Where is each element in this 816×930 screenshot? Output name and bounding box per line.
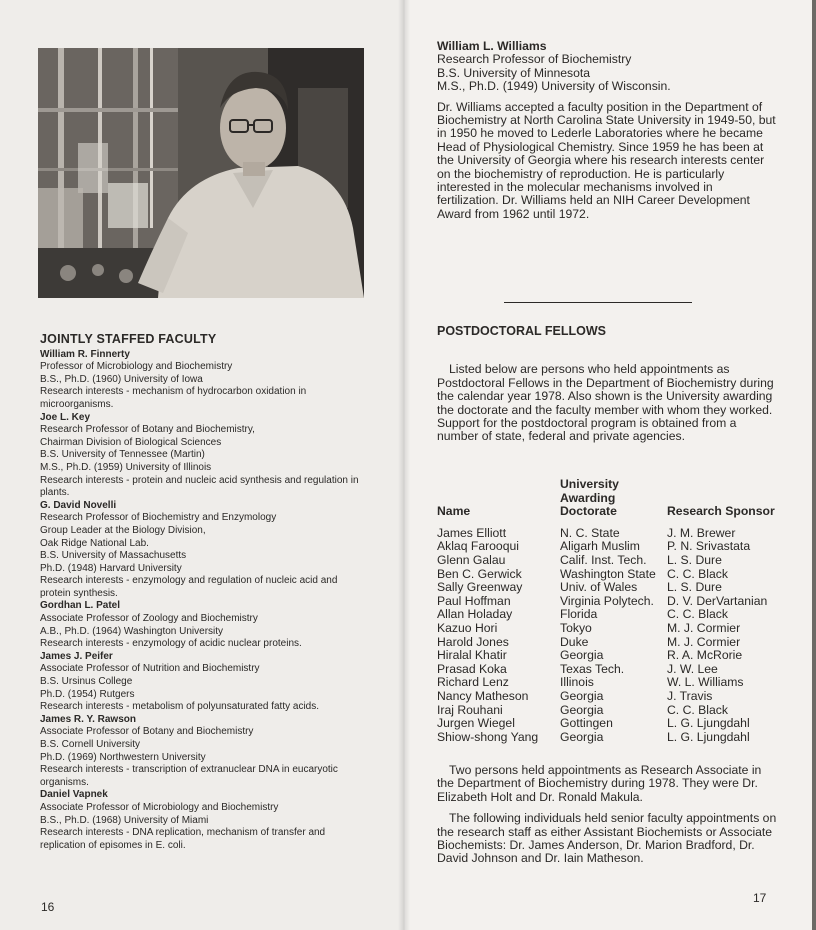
profile-line: B.S. University of Minnesota [437,65,591,80]
fellow-university: Georgia [560,729,604,744]
fellow-university: Tokyo [560,620,592,635]
fellow-sponsor: C. C. Black [667,566,728,581]
table-header-row [437,478,782,527]
postdoc-section [437,325,777,444]
faculty-name: G. David Novelli [40,499,117,511]
faculty-line: A.B., Ph.D. (1964) Washington University [40,625,224,637]
faculty-line: B.S. Cornell University [40,739,141,750]
faculty-line: Associate Professor of Botany and Biochemistry [40,726,254,738]
fellow-university: Texas Tech. [560,661,625,676]
fellow-university: Calif. Inst. Tech. [560,552,647,567]
fellow-name: Shiow-shong Yang [437,729,539,744]
fellow-sponsor: C. C. Black [667,702,728,717]
table-row [437,663,782,677]
fellow-university: Virginia Polytech. [560,593,654,608]
fellow-name: James Elliott [437,525,507,540]
page-edge [812,0,816,930]
postdoc-intro: Listed below are persons who held appointments as Postdoctoral Fellows in the Department of Biochemistry during the calendar year 1978. Also shown is the University awarding the doctorate and the faculty member with whom they worked. Support for the postdoctoral program is obtained from a number of state, federal and private agencies. [437,362,774,444]
faculty-entry [40,789,370,852]
fellow-name: Paul Hoffman [437,593,511,608]
faculty-line: Associate Professor of Nutrition and Biochemistry [40,663,260,675]
faculty-line: Research Professor of Biochemistry and Enzymology [40,512,277,524]
fellows-body [437,527,782,745]
faculty-line: Research interests - transcription of extranuclear DNA in eucaryotic organisms. [40,764,338,788]
fellow-name: Hiralal Khatir [437,648,507,663]
fellow-name: Kazuo Hori [437,620,498,635]
fellow-university: Gottingen [560,716,613,731]
closing-paragraph: The following individuals held senior faculty appointments on the research staff as either Assistant Biochemists or Associate Biochemists: Dr. James Anderson, Dr. Marion Bradford, Dr. David Johnson and Dr. Iain Matheson. [437,811,777,866]
faculty-name: James R. Y. Rawson [40,713,136,725]
closing-paragraph: Two persons held appointments as Research Associate in the Department of Biochemistry during 1978. They were Dr. Elizabeth Holt and Dr. Ronald Makula. [437,763,762,804]
table-row [437,581,782,595]
fellow-name: Sally Greenway [437,580,523,595]
jointly-staffed-faculty [40,333,370,852]
book-gutter [398,0,410,930]
photo-illustration [38,48,364,298]
table-row [437,704,782,718]
fellows-table [437,478,782,744]
fellow-name: Richard Lenz [437,675,509,690]
faculty-line: Research interests - DNA replication, mechanism of transfer and replication of episomes in E. coli. [40,827,326,851]
faculty-name: James J. Peifer [40,650,113,662]
fellow-university: Washington State [560,566,656,581]
faculty-line: Group Leader at the Biology Division, [40,524,206,536]
fellow-university: Florida [560,607,598,622]
fellow-name: Aklaq Farooqui [437,539,519,554]
faculty-line: Professor of Microbiology and Biochemistry [40,361,233,373]
fellow-sponsor: J. W. Lee [667,661,718,676]
left-page [0,0,404,930]
fellow-name: Nancy Matheson [437,688,529,703]
profile-bio: Dr. Williams accepted a faculty position in the Department of Biochemistry at North Carolina State University in 1949-50, but in 1950 he moved to Lederle Laboratories where he became Head of Physiological Chemistry. Since 1959 he has been at the University of Georgia where his research interests center on the biochemistry of reproduction. He is particularly interested in the molecular mechanisms involved in fertilization. Dr. Williams held an NIH Career Development Award from 1962 until 1972. [437,99,776,221]
table-row [437,731,782,745]
faculty-photo [38,48,364,298]
faculty-line: Oak Ridge National Lab. [40,537,149,549]
table-row [437,636,782,650]
header-sponsor: Research Sponsor [667,504,775,519]
fellow-university: Univ. of Wales [560,580,638,595]
williams-profile [437,40,777,221]
fellow-sponsor: L. G. Ljungdahl [667,729,750,744]
faculty-entry [40,600,370,650]
faculty-line: Research interests - enzymology and regulation of nucleic acid and protein synthesis. [40,575,338,599]
table-row [437,690,782,704]
faculty-line: Ph.D. (1969) Northwestern University [40,751,206,763]
faculty-name: Gordhan L. Patel [40,600,121,612]
fellow-sponsor: J. M. Brewer [667,525,736,540]
faculty-line: Research interests - metabolism of polyunsaturated fatty acids. [40,701,320,713]
faculty-line: Research Professor of Botany and Biochemistry, [40,424,255,436]
table-row [437,595,782,609]
fellow-university: Illinois [560,675,594,690]
faculty-line: B.S. University of Massachusetts [40,550,187,562]
fellow-name: Glenn Galau [437,552,506,567]
faculty-name: Daniel Vapnek [40,789,108,801]
fellow-name: Allan Holaday [437,607,513,622]
fellow-university: Georgia [560,648,604,663]
profile-line: M.S., Ph.D. (1949) University of Wisconsin. [437,79,671,94]
table-row [437,717,782,731]
faculty-name: Joe L. Key [40,411,91,423]
header-university: University Awarding Doctorate [560,477,619,519]
profile-line: Research Professor of Biochemistry [437,52,632,67]
faculty-heading: JOINTLY STAFFED FACULTY [40,332,217,346]
faculty-entry [40,500,370,601]
fellow-sponsor: W. L. Williams [667,675,744,690]
faculty-line: Ph.D. (1954) Rutgers [40,688,135,700]
table-row [437,527,782,541]
fellow-sponsor: L. G. Ljungdahl [667,716,750,731]
fellow-university: Aligarh Muslim [560,539,640,554]
fellow-sponsor: M. J. Cormier [667,634,741,649]
faculty-line: M.S., Ph.D. (1959) University of Illinois [40,461,212,473]
table-row [437,649,782,663]
right-page [404,0,816,930]
fellow-university: Duke [560,634,589,649]
faculty-entry [40,412,370,500]
table-row [437,608,782,622]
faculty-line: Ph.D. (1948) Harvard University [40,562,182,574]
fellow-name: Iraj Rouhani [437,702,503,717]
faculty-entry [40,714,370,790]
fellow-sponsor: C. C. Black [667,607,728,622]
table-row [437,568,782,582]
faculty-line: Research interests - protein and nucleic acid synthesis and regulation in plants. [40,474,359,499]
faculty-line: B.S., Ph.D. (1960) University of Iowa [40,373,203,385]
faculty-line: Chairman Division of Biological Sciences [40,436,222,448]
fellow-sponsor: D. V. DerVartanian [667,593,768,608]
page-number-left: 16 [41,900,55,914]
faculty-entry [40,651,370,714]
faculty-line: B.S. University of Tennessee (Martin) [40,449,205,461]
faculty-line: Associate Professor of Microbiology and Biochemistry [40,801,279,813]
faculty-line: Associate Professor of Zoology and Biochemistry [40,613,258,625]
header-name: Name [437,504,471,519]
fellow-university: N. C. State [560,525,620,540]
fellow-sponsor: L. S. Dure [667,580,722,595]
table-row [437,622,782,636]
fellow-sponsor: R. A. McRorie [667,648,743,663]
faculty-line: B.S., Ph.D. (1968) University of Miami [40,814,209,826]
fellow-name: Harold Jones [437,634,509,649]
fellow-sponsor: L. S. Dure [667,552,722,567]
fellow-sponsor: M. J. Cormier [667,620,741,635]
page-number-right: 17 [753,891,767,905]
postdoc-heading: POSTDOCTORAL FELLOWS [437,324,606,338]
closing-notes [437,764,777,874]
fellow-university: Georgia [560,688,604,703]
profile-name: William L. Williams [437,39,547,53]
fellow-name: Jurgen Wiegel [437,716,515,731]
faculty-line: Research interests - mechanism of hydrocarbon oxidation in microorganisms. [40,386,307,410]
faculty-line: Research interests - enzymology of acidic nuclear proteins. [40,638,302,650]
table-row [437,554,782,568]
fellow-university: Georgia [560,702,604,717]
fellow-name: Ben C. Gerwick [437,566,522,581]
table-row [437,540,782,554]
fellow-name: Prasad Koka [437,661,507,676]
fellow-sponsor: P. N. Srivastata [667,539,751,554]
faculty-name: William R. Finnerty [40,348,130,360]
faculty-line: B.S. Ursinus College [40,676,133,688]
section-divider [504,302,692,303]
fellow-sponsor: J. Travis [667,688,713,703]
faculty-entry [40,349,370,412]
table-row [437,676,782,690]
